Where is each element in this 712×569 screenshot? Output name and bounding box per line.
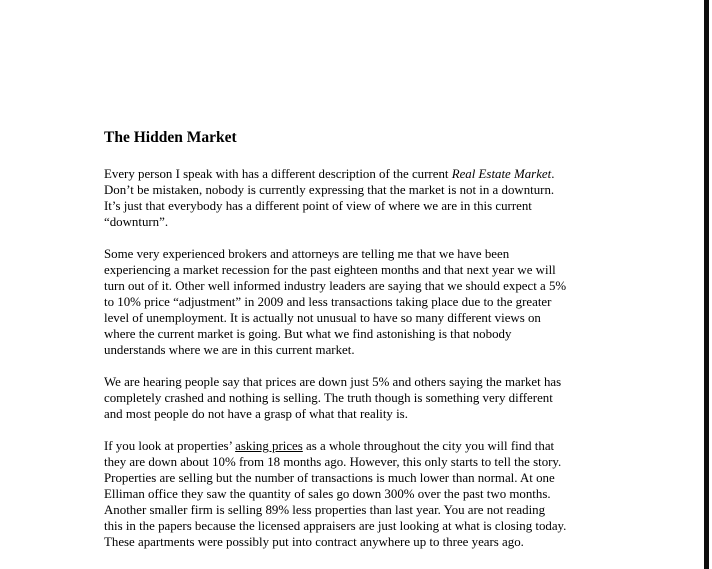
text-line [104,310,566,326]
paragraph-3 [104,374,566,422]
text-line [104,342,566,358]
text-segment: Every person I speak with has a different description of the current [104,167,452,181]
text-line [104,326,566,342]
text-segment: These apartments were possibly put into contract anywhere up to three years ago. [104,535,524,549]
text-line [104,198,566,214]
text-segment: level of unemployment. It is actually not unusual to have so many different views on [104,311,541,325]
text-segment: Don’t be mistaken, nobody is currently expressing that the market is not in a downturn. [104,183,555,197]
text-segment: Another smaller firm is selling 89% less properties than last year. You are not reading [104,503,546,517]
text-segment: Properties are selling but the number of transactions is much lower than normal. At one [104,471,555,485]
text-segment-underline: asking prices [235,439,303,453]
text-segment-italic: Real Estate Market [451,167,552,181]
text-line [104,518,566,534]
text-line [104,294,566,310]
text-line [104,246,566,262]
text-line [104,486,566,502]
text-segment: as a whole throughout the city you will find that [302,439,555,453]
text-line [104,278,566,294]
text-line [104,214,566,230]
text-segment: Elliman office they saw the quantity of sales go down 300% over the past two months. [104,487,551,501]
text-segment: experiencing a market recession for the past eighteen months and that next year we will [104,263,556,277]
text-segment: Some very experienced brokers and attorneys are telling me that we have been [104,247,510,261]
paragraphs-container [104,166,566,550]
text-line [104,502,566,518]
text-line [104,470,566,486]
document-page [104,129,566,566]
text-segment: completely crashed and nothing is selling. The truth though is something very different [104,391,553,405]
page-title: The Hidden Market [104,129,237,146]
paragraph-4 [104,438,566,550]
text-segment: understands where we are in this current market. [104,343,355,357]
text-segment: It’s just that everybody has a different point of view of where we are in this current [104,199,532,213]
text-line [104,438,566,454]
text-segment: We are hearing people say that prices are down just 5% and others saying the market has [104,375,562,389]
paragraph-2 [104,246,566,358]
text-line [104,262,566,278]
text-line [104,182,566,198]
text-segment: turn out of it. Other well informed industry leaders are saying that we should expect a 5% [104,279,567,293]
text-line [104,166,566,182]
text-segment: this in the papers because the licensed appraisers are just looking at what is closing today. [104,519,567,533]
text-segment: to 10% price “adjustment” in 2009 and less transactions taking place due to the greater [104,295,552,309]
text-line [104,390,566,406]
text-segment: they are down about 10% from 18 months ago. However, this only starts to tell the story. [104,455,562,469]
text-segment: where the current market is going. But what we find astonishing is that nobody [104,327,512,341]
text-segment: and most people do not have a grasp of what that reality is. [104,407,408,421]
text-line [104,534,566,550]
text-line [104,406,566,422]
text-segment: . [551,167,555,181]
text-line [104,454,566,470]
text-line [104,374,566,390]
text-segment: “downturn”. [104,215,169,229]
paragraph-1 [104,166,566,230]
text-segment: If you look at properties’ [104,439,236,453]
window-edge-line [704,0,709,569]
